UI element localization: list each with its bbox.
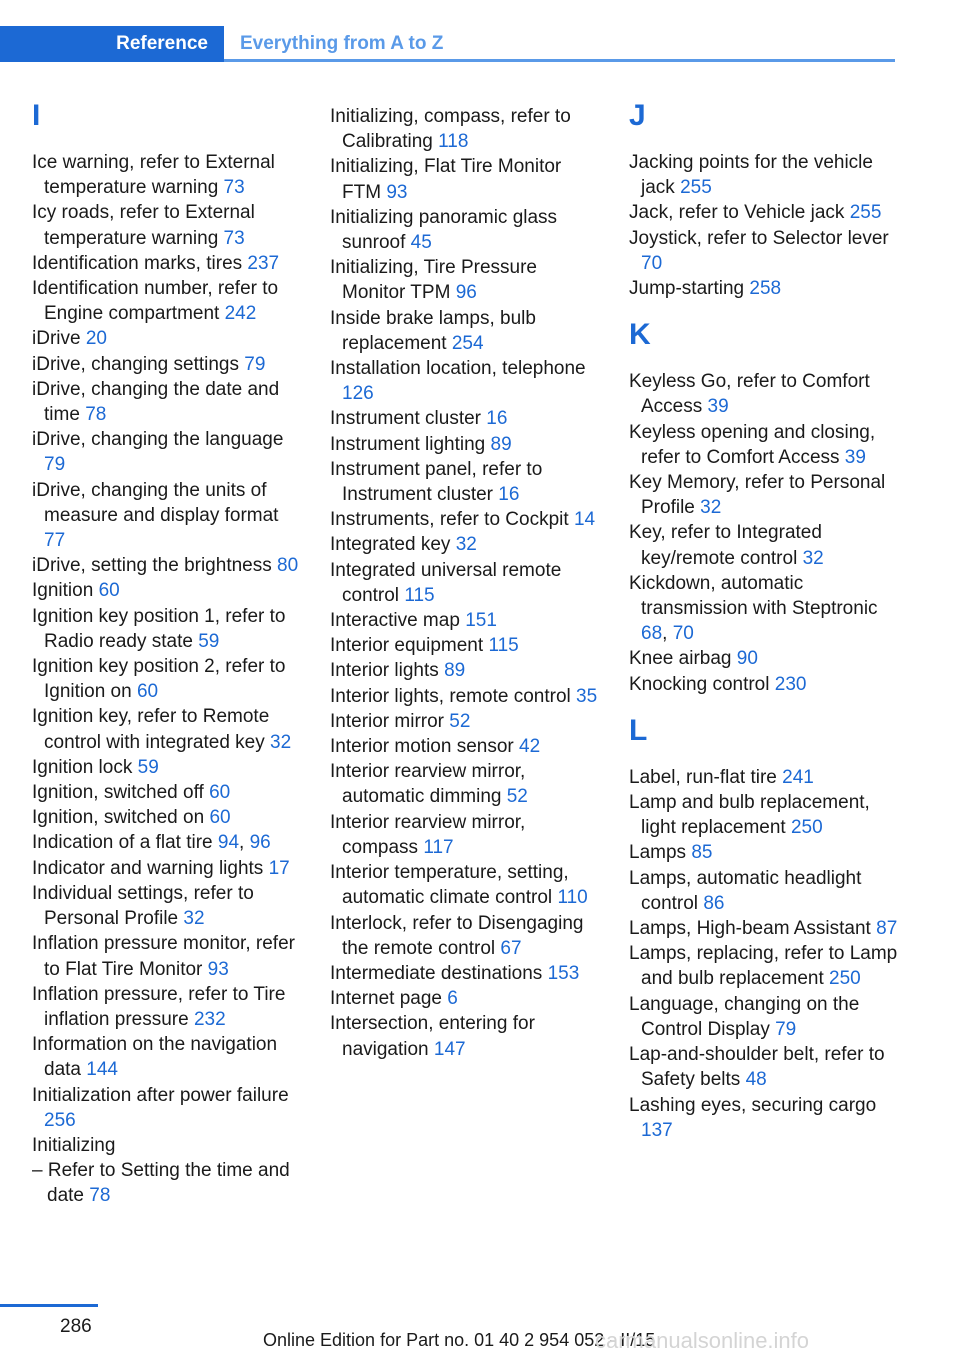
index-entry (330, 104, 602, 154)
page-reference-link[interactable]: 90 (736, 648, 758, 670)
page-reference-link[interactable]: 255 (680, 177, 712, 199)
index-term: Indicator and warning lights (32, 857, 264, 879)
index-entry (629, 150, 901, 200)
page-reference-link[interactable]: 250 (790, 817, 823, 839)
index-entry (330, 457, 602, 507)
page-reference-link[interactable]: 78 (85, 404, 107, 426)
index-entry (629, 840, 901, 865)
index-term: Jacking points for the vehicle jack (629, 152, 873, 199)
page-reference-link[interactable]: 39 (844, 446, 866, 468)
index-entry (330, 734, 602, 759)
page-reference-link[interactable]: 73 (223, 177, 245, 199)
page-reference-link[interactable]: 60 (209, 807, 231, 829)
page-reference-link[interactable]: 32 (270, 731, 292, 753)
index-entry (330, 658, 602, 683)
index-term: Jack, refer to Vehicle jack (629, 202, 845, 224)
section-tab: Reference (0, 26, 224, 62)
page-reference-link[interactable]: 256 (44, 1109, 76, 1131)
page-reference-link[interactable]: 52 (506, 786, 528, 808)
chapter-title: Everything from A to Z (240, 33, 444, 54)
index-column-2 (330, 104, 602, 1062)
watermark: carmanualsonline.info (595, 1328, 810, 1353)
index-term: Ice warning, refer to External temperature warning (32, 152, 275, 199)
index-entry (330, 1011, 602, 1061)
index-entry (32, 200, 304, 250)
index-letter-heading: L (629, 713, 648, 747)
index-entry (32, 856, 304, 881)
index-entry (629, 226, 901, 276)
index-term: Integrated universal remote control (330, 559, 562, 606)
page-reference-link[interactable]: 258 (749, 278, 782, 300)
index-entry (32, 1133, 304, 1158)
index-entry (629, 1093, 901, 1143)
page-reference-link[interactable]: 254 (451, 332, 484, 354)
page-reference-link[interactable]: 230 (774, 673, 807, 695)
page-reference-link[interactable]: 126 (342, 383, 374, 405)
index-term: Ignition key, refer to Remote control with integrated key (32, 706, 270, 753)
page-reference-link[interactable]: 14 (573, 509, 596, 531)
index-letter-heading: J (629, 99, 646, 132)
page-reference-link[interactable]: 144 (86, 1059, 118, 1081)
page-reference-link[interactable]: 151 (465, 610, 497, 632)
page-reference-link[interactable]: 117 (423, 836, 454, 858)
page-reference-link[interactable]: 60 (98, 580, 120, 602)
page-reference-link[interactable]: 89 (490, 433, 512, 455)
index-term: Key Memory, refer to Personal Profile (629, 472, 886, 519)
index-entry (629, 369, 901, 419)
page-reference-link[interactable]: 79 (244, 353, 266, 375)
index-entry (330, 558, 602, 608)
index-term: Internet page (330, 988, 442, 1010)
index-entry (629, 790, 901, 840)
page-reference-link[interactable]: 77 (44, 530, 66, 552)
page-reference-link[interactable]: 6 (447, 988, 458, 1010)
page-reference-link[interactable]: 60 (136, 681, 159, 703)
index-entry (32, 931, 304, 981)
index-term: Lap-and-shoulder belt, refer to Safety belts (629, 1044, 885, 1091)
page-reference-link[interactable]: 87 (876, 918, 898, 940)
page-reference-link[interactable]: 17 (268, 857, 290, 879)
index-entry (330, 684, 602, 709)
index-term: Interior temperature, setting, automatic climate control (330, 862, 569, 909)
index-term: Inflation pressure, refer to Tire inflation pressure (32, 983, 286, 1030)
index-entry (629, 916, 901, 941)
index-entry (330, 608, 602, 633)
index-entry (32, 805, 304, 830)
index-entry (32, 326, 304, 351)
page-reference-link[interactable]: 118 (438, 131, 469, 153)
index-term: Keyless Go, refer to Comfort Access (629, 371, 870, 418)
page-reference-link[interactable]: 250 (829, 968, 861, 990)
index-term: Label, run-flat tire (629, 766, 777, 788)
page-header (0, 26, 895, 62)
page-reference-link[interactable]: 32 (183, 908, 205, 930)
index-term: Kickdown, automatic transmission with Steptronic (629, 572, 878, 620)
index-entry (32, 1083, 304, 1133)
page-reference-link[interactable]: 79 (775, 1018, 797, 1040)
page-reference-link[interactable]: 48 (745, 1069, 767, 1091)
page-reference-link[interactable]: 93 (386, 181, 408, 203)
page-reference-link[interactable]: 42 (519, 736, 541, 758)
page-reference-link[interactable]: 79 (44, 454, 66, 476)
index-entry (32, 377, 304, 427)
index-term: iDrive (32, 328, 81, 350)
index-entry (330, 810, 602, 860)
index-entry: Indication of a flat tire 94, 96 (32, 832, 271, 854)
page-reference-link[interactable]: 89 (444, 660, 466, 682)
index-term: Identification marks, tires (32, 252, 243, 274)
page-reference-link[interactable]: 110 (557, 887, 588, 909)
page-reference-link[interactable]: 20 (85, 328, 107, 350)
page-reference-link[interactable]: 59 (198, 630, 220, 652)
index-term: Interior equipment (330, 635, 484, 657)
index-term: iDrive, changing the units of measure and display format (32, 479, 279, 526)
index-term: Initializing, Tire Pressure Monitor TPM (330, 257, 537, 304)
index-entry (32, 276, 304, 326)
index-term: Ignition key position 2, refer to Ignition on (32, 656, 286, 703)
index-entry (629, 992, 901, 1042)
index-entry (330, 154, 602, 204)
page-reference-link[interactable]: 85 (691, 842, 713, 864)
index-entry (330, 961, 602, 986)
page-reference-link[interactable]: 32 (700, 497, 722, 519)
index-term: Initializing, Flat Tire Monitor FTM (330, 156, 562, 203)
index-term: Interior mirror (330, 710, 445, 732)
index-term: – Refer to Setting the time and date (32, 1160, 290, 1207)
index-entry (32, 780, 304, 805)
index-term: Instrument cluster (330, 408, 481, 430)
index-term: Interior rearview mirror, automatic dimming (330, 761, 526, 808)
index-entry (629, 672, 901, 697)
index-entry (629, 765, 901, 790)
index-term: Inflation pressure monitor, refer to Flat Tire Monitor (32, 933, 295, 980)
index-term: Interior lights (330, 660, 439, 682)
page-reference-link[interactable]: 153 (547, 962, 580, 984)
index-entry (32, 881, 304, 931)
index-entry (330, 860, 602, 910)
index-term: iDrive, changing the language (32, 429, 284, 451)
page-reference-link[interactable]: 237 (247, 252, 280, 274)
index-entry (32, 352, 304, 377)
index-column-3 (629, 100, 901, 1143)
page-reference-link[interactable]: 96 (455, 282, 477, 304)
index-term: Interlock, refer to Disengaging the remote control (330, 912, 584, 959)
index-term: Identification number, refer to Engine compartment (32, 278, 279, 325)
index-term: Jump-starting (629, 278, 745, 300)
page-reference-link[interactable]: 115 (404, 584, 435, 606)
index-term: Instruments, refer to Cockpit (330, 509, 569, 531)
page-reference-link[interactable]: 80 (277, 555, 299, 577)
index-term: Ignition (32, 580, 94, 602)
page-reference-link[interactable]: 93 (207, 958, 229, 980)
index-entry (32, 478, 304, 554)
index-entry (32, 553, 304, 578)
page-reference-link[interactable]: 60 (209, 782, 231, 804)
page-reference-link[interactable]: 16 (486, 408, 508, 430)
index-entry (32, 1032, 304, 1082)
index-entry (32, 150, 304, 200)
index-term: Knee airbag (629, 648, 732, 670)
page-reference-link[interactable]: 16 (498, 484, 520, 506)
page-reference-link[interactable]: 52 (449, 710, 471, 732)
index-term: Individual settings, refer to Personal Profile (32, 882, 254, 930)
page-reference-link[interactable]: 35 (576, 685, 598, 707)
index-entry (629, 646, 901, 671)
index-entry (330, 432, 602, 457)
index-entry (629, 1042, 901, 1092)
index-term: Lamp and bulb replacement, light replacement (629, 792, 870, 839)
index-term: Lamps, High-beam Assistant (629, 918, 871, 940)
index-term: Initializing (32, 1134, 116, 1156)
index-term: Language, changing on the Control Display (629, 993, 860, 1040)
page-reference-link[interactable]: 232 (193, 1008, 226, 1030)
index-entry (32, 578, 304, 603)
edition-note: Online Edition for Part no. 01 40 2 954 052 - II/15 (263, 1330, 656, 1350)
index-term: iDrive, changing settings (32, 353, 239, 375)
index-term: Lashing eyes, securing cargo (629, 1094, 877, 1116)
index-entry (330, 532, 602, 557)
page-number: 286 (60, 1316, 92, 1337)
index-term: Installation location, telephone (330, 358, 586, 380)
index-entry (629, 520, 901, 570)
index-term: Interior rearview mirror, compass (330, 811, 526, 858)
index-entry: Kickdown, automatic transmission with Steptronic 68, 70 (629, 572, 878, 645)
page-reference-link[interactable]: 70 (672, 623, 694, 645)
index-entry (629, 420, 901, 470)
index-term: Ignition lock (32, 756, 133, 778)
page-reference-link[interactable]: 255 (849, 202, 882, 224)
index-entry (32, 251, 304, 276)
index-entry (330, 507, 602, 532)
index-entry (32, 654, 304, 704)
index-entry (629, 866, 901, 916)
page-reference-link[interactable]: 115 (488, 635, 519, 657)
footer-rule (0, 1304, 98, 1307)
index-term: Indication of a flat tire (32, 832, 213, 854)
page-reference-link[interactable]: 86 (703, 892, 725, 914)
index-entry (330, 759, 602, 809)
page-reference-link[interactable]: 241 (782, 766, 814, 788)
index-term: Lamps, replacing, refer to Lamp and bulb replacement (629, 943, 898, 990)
page-reference-link[interactable]: 68 (641, 623, 663, 645)
page-reference-link[interactable]: 70 (641, 252, 663, 274)
index-entry (629, 276, 901, 301)
index-subentry (32, 1158, 304, 1208)
index-term: Ignition, switched off (32, 782, 204, 804)
index-term: Lamps (629, 842, 687, 864)
index-letter-heading: I (32, 99, 41, 132)
index-term: Initialization after power failure (32, 1084, 289, 1106)
index-entry (330, 406, 602, 431)
index-term: Information on the navigation data (32, 1034, 278, 1081)
index-term: Interior lights, remote control (330, 685, 571, 707)
header-rule (224, 59, 895, 62)
index-term: Ignition key position 1, refer to Radio ready state (32, 605, 286, 652)
page-reference-link[interactable]: 39 (707, 396, 729, 418)
index-term: Inside brake lamps, bulb replacement (330, 307, 536, 354)
index-entry (330, 633, 602, 658)
page-reference-link[interactable]: 73 (223, 227, 245, 249)
index-term: Instrument panel, refer to Instrument cluster (330, 458, 543, 506)
index-term: Intermediate destinations (330, 962, 543, 984)
index-term: Keyless opening and closing, refer to Comfort Access (629, 421, 876, 468)
index-entry (330, 911, 602, 961)
index-term: Interactive map (330, 610, 460, 632)
index-entry (330, 356, 602, 406)
page-reference-link[interactable]: 45 (410, 232, 432, 254)
index-letter-heading: K (629, 318, 651, 352)
index-term: Initializing panoramic glass sunroof (330, 206, 558, 254)
index-term: Initializing, compass, refer to Calibrating (330, 106, 571, 153)
page-reference-link[interactable]: 94 (217, 832, 240, 854)
page-reference-link[interactable]: 96 (249, 832, 271, 854)
index-entry (330, 205, 602, 255)
index-term: Instrument lighting (330, 433, 486, 455)
index-entry (330, 255, 602, 305)
index-entry (32, 982, 304, 1032)
page-reference-link[interactable]: 78 (89, 1185, 111, 1207)
index-entry (32, 704, 304, 754)
index-term: Integrated key (330, 534, 451, 556)
index-entry (330, 306, 602, 356)
page-reference-link[interactable]: 59 (137, 756, 159, 778)
index-entry (32, 604, 304, 654)
page-reference-link[interactable]: 32 (802, 547, 824, 569)
index-term: Interior motion sensor (330, 736, 514, 758)
index-column-1 (32, 100, 304, 1209)
index-entry (629, 941, 901, 991)
index-term: iDrive, changing the date and time (32, 378, 280, 426)
index-term: Knocking control (629, 673, 770, 695)
index-entry (330, 986, 602, 1011)
page-reference-link[interactable]: 67 (500, 937, 522, 959)
index-entry (629, 470, 901, 520)
index-term: Joystick, refer to Selector lever (629, 227, 889, 249)
index-term: Lamps, automatic headlight control (629, 867, 862, 914)
index-entry (330, 709, 602, 734)
index-term: Intersection, entering for navigation (330, 1013, 535, 1060)
index-term: Ignition, switched on (32, 807, 205, 829)
index-term: iDrive, setting the brightness (32, 555, 272, 577)
index-term: Key, refer to Integrated key/remote control (629, 522, 822, 569)
page-reference-link[interactable]: 147 (433, 1038, 466, 1060)
index-term: Icy roads, refer to External temperature warning (32, 202, 255, 249)
page-reference-link[interactable]: 242 (224, 303, 257, 325)
index-entry (32, 427, 304, 477)
index-entry (629, 200, 901, 225)
page-reference-link[interactable]: 137 (641, 1119, 673, 1141)
index-entry (32, 755, 304, 780)
page-reference-link[interactable]: 32 (455, 534, 477, 556)
